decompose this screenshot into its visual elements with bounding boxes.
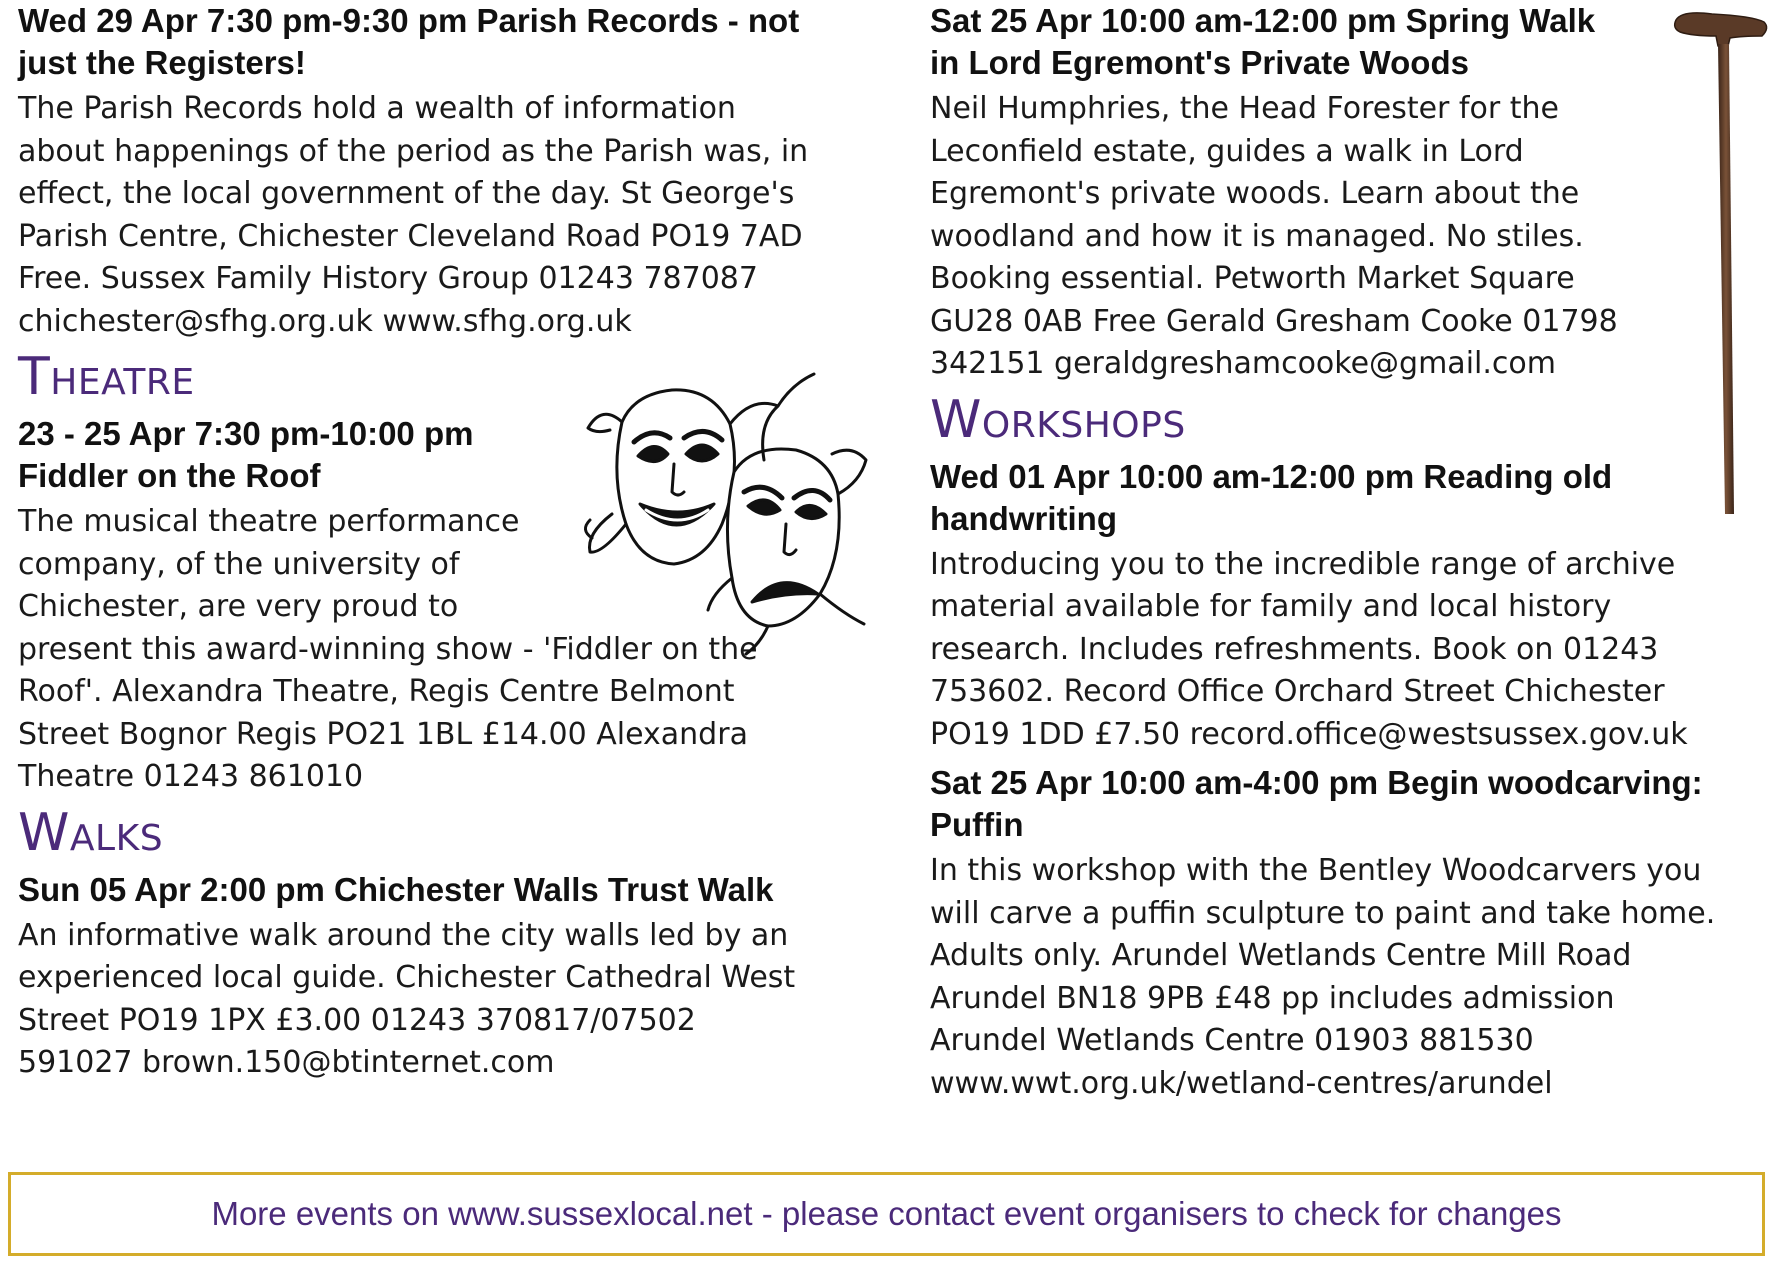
event-reading-old-handwriting xyxy=(930,456,1760,757)
event-title: Sat 25 Apr 10:00 am-4:00 pm Begin woodcarving: Puffin xyxy=(930,764,1703,843)
event-description: Neil Humphries, the Head Forester for the Leconfield estate, guides a walk in Lord Egremont's private woods. Learn about the woodland and how it is managed. No stiles. Booking essential. Petworth Market Square GU28 0AB Free Gerald Gresham Cooke 01798 342151 geraldgreshamcooke@gmail.com xyxy=(930,91,1618,381)
event-description: The Parish Records hold a wealth of information about happenings of the period as the Parish was, in effect, the local government of the day. St George's Parish Centre, Chichester Cleveland Road PO19 7AD Free. Sussex Family History Group 01243 787087 chichester@sfhg.org.uk www.sfhg.org.uk xyxy=(18,91,809,339)
theatre-masks-icon xyxy=(582,364,870,656)
theatre-heading: Theatre xyxy=(18,347,195,407)
event-title: 23 - 25 Apr 7:30 pm-10:00 pm Fiddler on the Roof xyxy=(18,415,474,494)
right-column xyxy=(930,0,1760,1111)
walks-heading: Walks xyxy=(18,802,164,863)
event-title: Wed 01 Apr 10:00 am-12:00 pm Reading old handwriting xyxy=(930,457,1613,537)
event-woodcarving-puffin xyxy=(930,762,1760,1105)
walking-stick-icon xyxy=(1672,6,1772,518)
event-description: In this workshop with the Bentley Woodcarvers you will carve a puffin sculpture to paint and take home. Adults only. Arundel Wetlands Centre Mill Road Arundel BN18 9PB £48 pp includes admission Arundel Wetlands Centre 01903 881530 www.wwt.org.uk/wetland-centres/arundel xyxy=(930,853,1716,1101)
event-chichester-walls-walk xyxy=(18,869,888,1085)
footer-text: More events on www.sussexlocal.net - please contact event organisers to check for changes xyxy=(211,1195,1562,1232)
event-description: An informative walk around the city walls led by an experienced local guide. Chichester Cathedral West Street PO19 1PX £3.00 01243 370817/07502 591027 brown.150@btinternet.com xyxy=(18,917,796,1080)
event-description: Introducing you to the incredible range of archive material available for family and local history research. Includes refreshments. Book on 01243 753602. Record Office Orchard Street Chichester PO19 1DD £7.50 record.office@westsussex.gov.uk xyxy=(930,546,1688,752)
workshops-heading: Workshops xyxy=(930,389,1186,450)
event-title: Sun 05 Apr 2:00 pm Chichester Walls Trust Walk xyxy=(18,870,774,908)
event-parish-records xyxy=(18,0,888,343)
event-title: Sat 25 Apr 10:00 am-12:00 pm Spring Walk in Lord Egremont's Private Woods xyxy=(930,2,1596,81)
event-description: The musical theatre performance company, of the university of Chichester, are very proud to present this award-winning show - 'Fiddler on the Roof'. Alexandra Theatre, Regis Centre Belmont Street Bognor Regis PO21 1BL £14.00 Alexandra Theatre 01243 861010 xyxy=(18,504,758,794)
event-spring-walk xyxy=(930,0,1760,386)
event-title: Wed 29 Apr 7:30 pm-9:30 pm Parish Records - not just the Registers! xyxy=(18,2,800,81)
footer-banner xyxy=(8,1172,1765,1256)
